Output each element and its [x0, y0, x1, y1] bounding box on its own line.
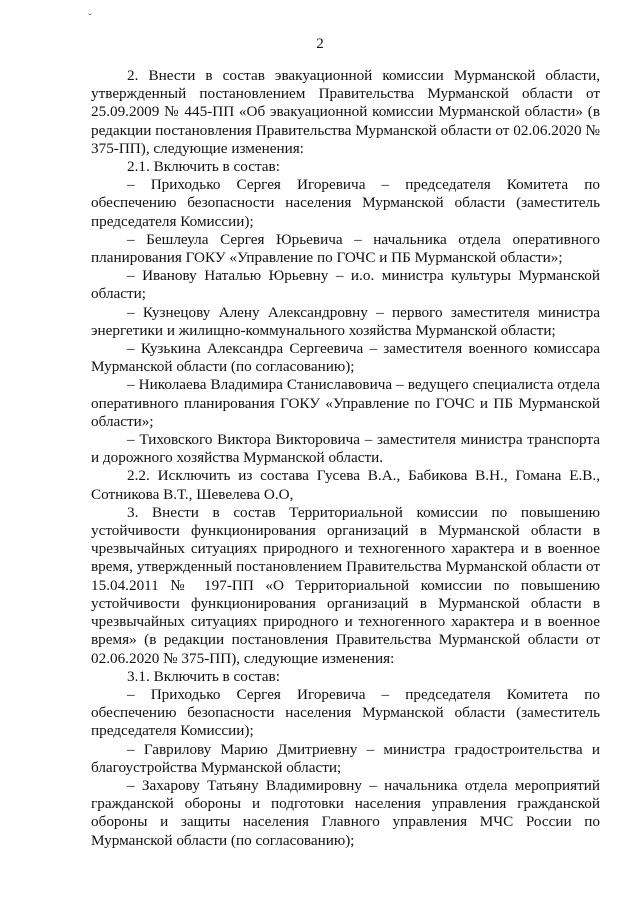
paragraph-3-1: 3.1. Включить в состав: — [127, 667, 280, 685]
list-item: – Тиховского Виктора Викторовича – заместителя министра транспорта и дорожного хозяйства Мурманской области. — [91, 431, 600, 467]
paragraph-3: 3. Внести в состав Территориальной комиссии по повышению устойчивости функционирования организаций в Мурманской области в чрезвычайных ситуациях природного и техногенного характера и в военное время, утвержденный постановлением Правительства Мурманской области от 15.04.2011 № 197-ПП «О Территориальной комиссии по повышению устойчивости функционирования организаций в Мурманской области в чрезвычайных ситуациях природного и техногенного характера и в военное время» (в редакции постановления Правительства Мурманской области от 02.06.2020 № 375-ПП), следующие изменения: — [91, 503, 600, 667]
list-item: – Николаева Владимира Станиславовича – ведущего специалиста отдела оперативного планирования ГОКУ «Управление по ГОЧС и ПБ Мурманской области»; — [91, 376, 600, 430]
list-item: – Гаврилову Марию Дмитриевну – министра градостроительства и благоустройства Мурманской области; — [91, 740, 600, 776]
page-number: 2 — [316, 36, 324, 52]
corner-mark: ˇ — [88, 12, 92, 24]
list-item: – Кузькина Александра Сергеевича – заместителя военного комиссара Мурманской области (по согласованию); — [91, 340, 600, 376]
paragraph-2-2: 2.2. Исключить из состава Гусева В.А., Бабикова В.Н., Гомана Е.В., Сотникова В.Т., Шевелева О.О, — [91, 467, 600, 503]
list-item: – Бешлеула Сергея Юрьевича – начальника отдела оперативного планирования ГОКУ «Управление по ГОЧС и ПБ Мурманской области»; — [91, 230, 600, 267]
list-item: – Приходько Сергея Игоревича – председателя Комитета по обеспечению безопасности населения Мурманской области (заместитель председателя Комиссии); — [91, 176, 600, 230]
document-body — [91, 67, 600, 850]
list-item: – Захарову Татьяну Владимировну – начальника отдела мероприятий гражданской обороны и подготовки населения управления гражданской обороны и защиты населения Главного управления МЧС России по Мурманской области (по согласованию); — [91, 776, 600, 849]
list-item: – Приходько Сергея Игоревича – председателя Комитета по обеспечению безопасности населения Мурманской области (заместитель председателя Комиссии); — [91, 685, 600, 740]
paragraph-2-1: 2.1. Включить в состав: — [127, 158, 280, 176]
list-item: – Иванову Наталью Юрьевну – и.о. министра культуры Мурманской области; — [91, 267, 600, 303]
list-item: – Кузнецову Алену Александровну – первого заместителя министра энергетики и жилищно-коммунального хозяйства Мурманской области; — [91, 303, 600, 339]
paragraph-2: 2. Внести в состав эвакуационной комиссии Мурманской области, утвержденный постановлением Правительства Мурманской области от 25.09.2009 № 445-ПП «Об эвакуационной комиссии Мурманской области» (в редакции постановления Правительства Мурманской области от 02.06.2020 № 375-ПП), следующие изменения: — [91, 67, 600, 157]
